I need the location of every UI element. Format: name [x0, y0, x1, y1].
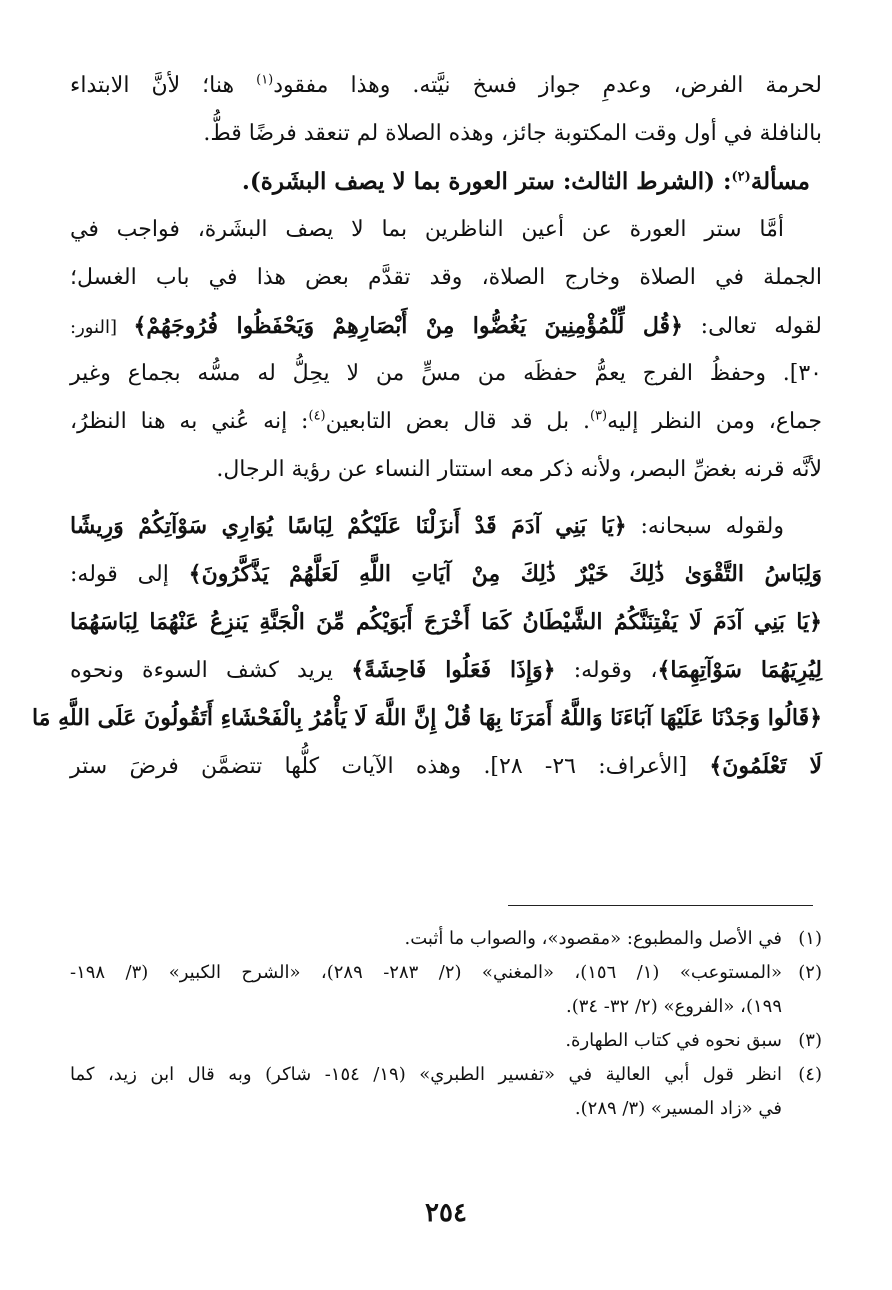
footnote-number: (٢) — [798, 962, 822, 983]
text-line: بالنافلة في أول وقت المكتوبة جائز، وهذه الصلاة لم تنعقد فرضًا قطُّ. — [203, 121, 822, 146]
quran-verse: ﴿قُل لِّلْمُؤْمِنِينَ يَغُضُّوا مِنْ أَبْصَارِهِمْ وَيَحْفَظُوا فُرُوجَهُمْ﴾ — [133, 313, 683, 339]
page-number: ٢٥٤ — [425, 1198, 467, 1228]
text-line — [70, 742, 822, 790]
footnote-line: «المستوعب» (١/ ١٥٦)، «المغني» (٢/ ٢٨٣- ٢٨٩)، «الشرح الكبير» (٣/ ١٩٨- — [70, 962, 782, 983]
text-run: لحرمة الفرض، وعدمِ جواز فسخ نيَّته. وهذا مفقود — [273, 73, 822, 98]
text-line — [70, 62, 822, 110]
text-run: يريد كشف السوءة ونحوه — [70, 658, 352, 683]
footnote-ref: (١) — [256, 72, 274, 88]
footnote-line: سبق نحوه في كتاب الطهارة. — [565, 1030, 782, 1051]
quran-verse: ﴿يَا بَنِي آدَمَ قَدْ أَنزَلْنَا عَلَيْكُمْ لِبَاسًا يُوَارِي سَوْآتِكُمْ وَرِيشًا — [70, 513, 627, 539]
text-run: . بل قد قال بعض التابعين — [325, 409, 590, 434]
main-text — [31, 62, 823, 790]
quran-verse: لِيُرِيَهُمَا سَوْآتِهِمَا﴾ — [657, 657, 823, 683]
text-line: ٣٠]. وحفظُ الفرج يعمُّ حفظَه من مسٍّ من لا يحِلُّ له مسُّه بجماع وغير — [70, 361, 822, 386]
text-run: لقوله تعالى: — [682, 314, 823, 339]
text-run: جماع، ومن النظر إليه — [607, 409, 822, 434]
text-run: ، وقوله: — [555, 658, 658, 683]
verse-reference: [النور: — [70, 317, 134, 338]
quran-verse: ﴿يَا بَنِي آدَمَ لَا يَفْتِنَنَّكُمُ الشَّيْطَانُ كَمَا أَخْرَجَ أَبَوَيْكُم مِّنَ الْجَنَّةِ يَنزِعُ عَنْهُمَا لِبَاسَهُمَا — [70, 609, 822, 635]
footnote-4 — [70, 1058, 822, 1126]
quran-verse: ﴿وَإِذَا فَعَلُوا فَاحِشَةً﴾ — [351, 657, 556, 683]
text-line — [70, 398, 822, 446]
footnote-number: (١) — [798, 928, 822, 949]
footnote-2 — [70, 956, 822, 1024]
footnote-separator — [508, 905, 813, 906]
footnotes — [70, 922, 822, 1126]
footnote-text — [70, 922, 782, 956]
footnote-ref: (٤) — [308, 408, 326, 424]
text-line: لأنَّه قرنه بغضِّ البصر، ولأنه ذكر معه استتار النساء عن رؤية الرجال. — [216, 457, 822, 482]
text-line — [70, 550, 822, 598]
text-run: ولقوله سبحانه: — [626, 514, 784, 539]
quran-verse: لَا تَعْلَمُونَ﴾ — [709, 753, 823, 779]
footnote-text — [70, 1024, 782, 1058]
footnote-line: انظر قول أبي العالية في «تفسير الطبري» (١٩/ ١٥٤- شاكر) وبه قال ابن زيد، كما — [70, 1064, 782, 1085]
footnote-1 — [70, 922, 822, 956]
text-line: الجملة في الصلاة وخارج الصلاة، وقد تقدَّم بعض هذا في باب الغسل؛ — [70, 265, 822, 290]
footnote-ref: (٢) — [731, 169, 751, 185]
footnote-3 — [70, 1024, 822, 1058]
footnote-text — [70, 956, 782, 1024]
text-line — [70, 502, 784, 550]
text-line — [70, 646, 822, 694]
footnote-text — [70, 1058, 782, 1126]
quran-verse: وَلِبَاسُ التَّقْوَىٰ ذَٰلِكَ خَيْرٌ ذَٰلِكَ مِنْ آيَاتِ اللَّهِ لَعَلَّهُمْ يَذَّكَّرُونَ﴾ — [188, 561, 822, 587]
section-heading — [70, 158, 810, 206]
text-run: إلى قوله: — [70, 562, 189, 587]
text-line — [70, 302, 822, 350]
quran-verse: ﴿قَالُوا وَجَدْنَا عَلَيْهَا آبَاءَنَا وَاللَّهُ أَمَرَنَا بِهَا قُلْ إِنَّ اللَّهَ لَا يَأْمُرُ بِالْفَحْشَاءِ أَتَقُولُونَ عَلَى اللَّهِ مَا — [31, 705, 822, 731]
footnote-number: (٤) — [798, 1064, 822, 1085]
footnote-line: ١٩٩)، «الفروع» (٢/ ٣٢- ٣٤). — [565, 996, 782, 1017]
footnote-number: (٣) — [798, 1030, 822, 1051]
heading-label: مسألة — [750, 168, 810, 195]
heading-title: : (الشرط الثالث: ستر العورة بما لا يصف البشَرة). — [241, 168, 732, 195]
text-line: أمَّا ستر العورة عن أعين الناظرين بما لا يصف البشَرة، فواجب في — [70, 217, 784, 242]
text-run: هنا؛ لأنَّ الابتداء — [70, 73, 257, 98]
footnote-line: في «زاد المسير» (٣/ ٢٨٩). — [574, 1098, 782, 1119]
footnote-line: في الأصل والمطبوع: «مقصود»، والصواب ما أثبت. — [404, 928, 782, 949]
text-run: : إنه عُني به هنا النظرُ، — [70, 409, 309, 434]
footnote-ref: (٣) — [589, 408, 608, 424]
text-run: [الأعراف: ٢٦- ٢٨]. وهذه الآيات كلُّها تتضمَّن فرضَ ستر — [70, 754, 710, 779]
